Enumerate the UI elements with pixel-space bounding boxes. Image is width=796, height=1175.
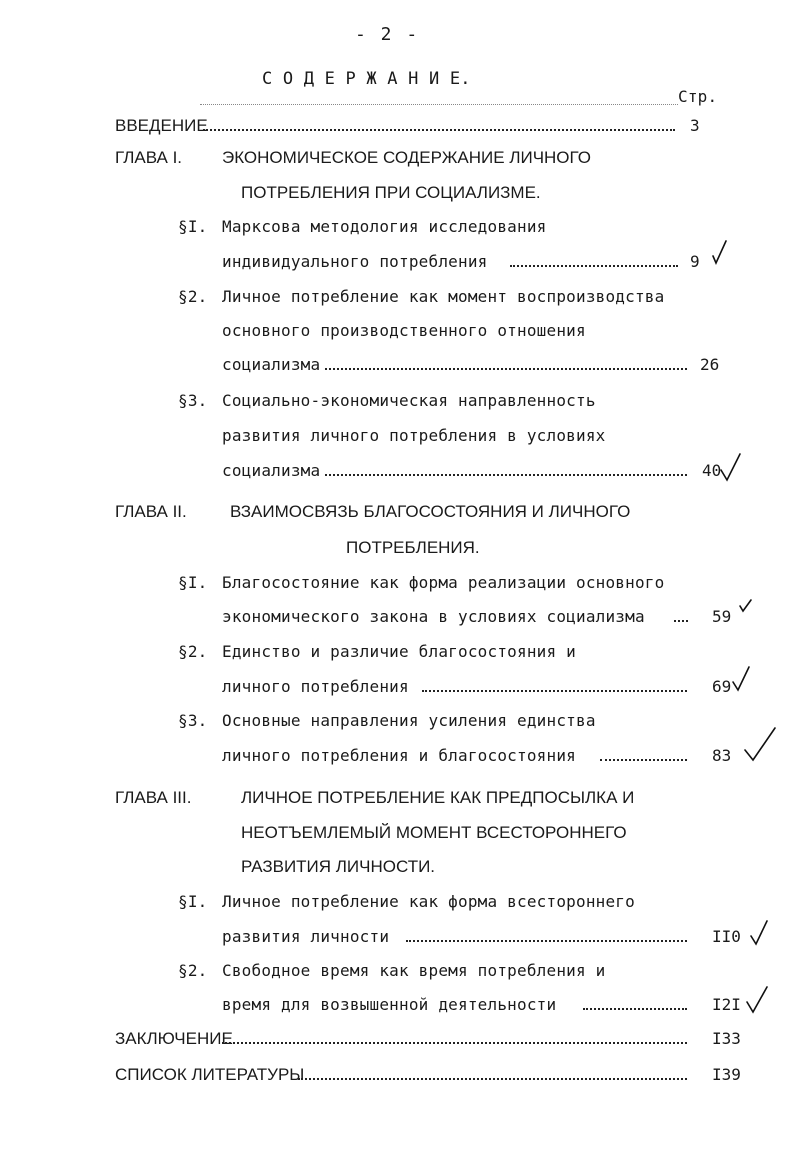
toc-references-title: СПИСОК ЛИТЕРАТУРЫ [115, 1065, 305, 1084]
ch1-section-1-line1: Марксова методология исследования [222, 217, 547, 236]
chapter-2-title-line2: ПОТРЕБЛЕНИЯ. [346, 538, 480, 557]
ch3-section-1-line2: развития личности [222, 927, 390, 946]
chapter-3-label: ГЛАВА III. [115, 788, 192, 807]
ch1-section-3-line3: социализма [222, 461, 321, 480]
page-column-label: Стр. [678, 87, 718, 106]
ch2-section-1-line2: экономического закона в условиях социализма [222, 607, 645, 626]
leader-dots [600, 759, 687, 763]
ch2-section-3-num: §3. [178, 711, 208, 730]
chapter-3-title-line3: РАЗВИТИЯ ЛИЧНОСТИ. [241, 857, 436, 876]
ch1-section-2-line1: Личное потребление как момент воспроизводства [222, 287, 665, 306]
ch2-section-2-page: 69 [712, 677, 732, 696]
leader-dots [222, 1042, 687, 1046]
ch3-section-2-num: §2. [178, 961, 208, 980]
leader-dots [583, 1008, 687, 1012]
ch2-section-1-page: 59 [712, 607, 732, 626]
toc-intro-page: 3 [690, 116, 700, 135]
dotted-rule [200, 104, 678, 107]
ch1-section-3-num: §3. [178, 391, 208, 410]
check-mark-icon [744, 984, 770, 1016]
chapter-3-title-line2: НЕОТЪЕМЛЕМЫЙ МОМЕНТ ВСЕСТОРОННЕГО [241, 823, 627, 842]
ch2-section-2-line2: личного потребления [222, 677, 409, 696]
leader-dots [674, 620, 688, 624]
ch3-section-1-num: §I. [178, 892, 208, 911]
leader-dots [298, 1078, 687, 1082]
leader-dots [325, 368, 687, 372]
leader-dots [406, 940, 687, 944]
ch3-section-1-line1: Личное потребление как форма всестороннего [222, 892, 635, 911]
ch2-section-3-line2: личного потребления и благосостояния [222, 746, 576, 765]
chapter-1-title-line2: ПОТРЕБЛЕНИЯ ПРИ СОЦИАЛИЗМЕ. [241, 183, 541, 202]
leader-dots [325, 474, 687, 478]
chapter-3-title-line1: ЛИЧНОЕ ПОТРЕБЛЕНИЕ КАК ПРЕДПОСЫЛКА И [241, 788, 635, 807]
check-mark-icon [742, 724, 778, 764]
page-number: - 2 - [355, 24, 420, 45]
chapter-1-label: ГЛАВА I. [115, 148, 183, 167]
ch1-section-3-line2: развития личного потребления в условиях [222, 426, 606, 445]
ch2-section-1-num: §I. [178, 573, 208, 592]
toc-conclusion-title: ЗАКЛЮЧЕНИЕ [115, 1029, 233, 1048]
toc-intro-title: ВВЕДЕНИЕ [115, 116, 208, 135]
chapter-2-title-line1: ВЗАИМОСВЯЗЬ БЛАГОСОСТОЯНИЯ И ЛИЧНОГО [230, 502, 631, 521]
leader-dots [510, 265, 678, 269]
ch2-section-3-page: 83 [712, 746, 732, 765]
ch1-section-3-line1: Социально-экономическая направленность [222, 391, 596, 410]
ch3-section-2-page: I2I [712, 995, 741, 1014]
check-mark-icon [718, 450, 744, 484]
ch1-section-2-num: §2. [178, 287, 208, 306]
ch1-section-2-line2: основного производственного отношения [222, 321, 586, 340]
leader-dots [422, 690, 687, 694]
toc-references-page: I39 [712, 1065, 741, 1084]
ch1-section-1-num: §I. [178, 217, 208, 236]
ch1-section-2-line3: социализма [222, 355, 321, 374]
ch1-section-3-page: 40 [702, 461, 722, 480]
ch3-section-1-page: II0 [712, 927, 741, 946]
ch3-section-2-line1: Свободное время как время потребления и [222, 961, 606, 980]
check-mark-icon [730, 664, 752, 694]
ch2-section-2-line1: Единство и различие благосостояния и [222, 642, 576, 661]
ch1-section-1-page: 9 [690, 252, 700, 271]
ch2-section-1-line1: Благосостояние как форма реализации основного [222, 573, 665, 592]
leader-dots [203, 129, 675, 133]
check-mark-icon [738, 598, 754, 614]
ch1-section-1-line2: индивидуального потребления [222, 252, 488, 271]
toc-conclusion-page: I33 [712, 1029, 741, 1048]
ch1-section-2-page: 26 [700, 355, 720, 374]
ch2-section-2-num: §2. [178, 642, 208, 661]
check-mark-icon [710, 238, 730, 266]
document-title: С О Д Е Р Ж А Н И Е. [262, 69, 471, 89]
chapter-2-label: ГЛАВА II. [115, 502, 187, 521]
ch3-section-2-line2: время для возвышенной деятельности [222, 995, 557, 1014]
chapter-1-title-line1: ЭКОНОМИЧЕСКОЕ СОДЕРЖАНИЕ ЛИЧНОГО [222, 148, 592, 167]
check-mark-icon [748, 918, 770, 948]
ch2-section-3-line1: Основные направления усиления единства [222, 711, 596, 730]
